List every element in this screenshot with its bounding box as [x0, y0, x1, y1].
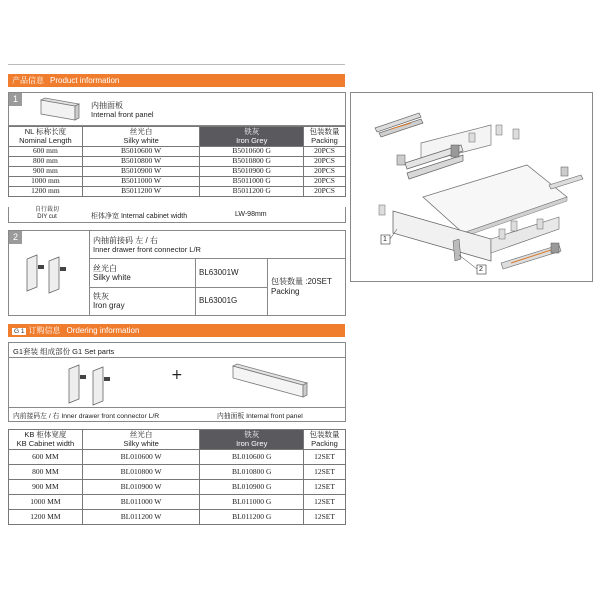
- col-silky-white: 丝光白 Silky white: [82, 127, 200, 147]
- diy-row: [8, 207, 346, 223]
- table-row: 600 mm B5010600 W B5010600 G 20PCS: [9, 147, 346, 157]
- connector-title-en: Inner drawer front connector L/R: [93, 245, 201, 254]
- connector-white-label: 丝光白 Silky white: [93, 264, 131, 282]
- diagram-label-1: 1: [383, 236, 387, 243]
- panel-title-zh: 内抽面板: [91, 101, 123, 110]
- table-row: 800 MM BL010800 W BL010800 G 12SET: [9, 465, 346, 480]
- connector-grey-code: BL63001G: [199, 296, 238, 305]
- ordering-info-bar: [8, 324, 345, 337]
- connector-number: 2: [9, 231, 22, 244]
- product-info-zh: 产品信息: [12, 76, 44, 85]
- table-row: 900 MM BL010900 W BL010900 G 12SET: [9, 480, 346, 495]
- ordering-en: Ordering information: [66, 326, 140, 335]
- table-row: 1000 MM BL011000 W BL011000 G 12SET: [9, 495, 346, 510]
- ordering-zh: 订购信息: [28, 326, 61, 335]
- cabinet-width-label: 柜体净宽 Internal cabinet width: [91, 213, 188, 220]
- col-iron-grey: 铁灰 Iron Grey: [200, 127, 304, 147]
- table-row: 900 mm B5010900 W B5010900 G 20PCS: [9, 167, 346, 177]
- col-cabinet-width: KB 柜体宽度 KB Cabinet width: [9, 430, 83, 450]
- col-silky-white: 丝光白 Silky white: [82, 430, 200, 450]
- col-packing: 包装数量 Packing: [304, 430, 346, 450]
- set-parts-title: G1套装 组成部份 G1 Set parts: [13, 347, 115, 356]
- set-left-caption: 内前接码左 / 右 Inner drawer front connector L/R: [13, 413, 160, 420]
- connector-packing: 包装数量 :20SET Packing: [271, 277, 332, 296]
- product-info-bar: [8, 74, 345, 87]
- panel-header-box: [8, 92, 346, 126]
- front-panel-icon: [39, 97, 81, 123]
- col-iron-grey: 铁灰 Iron Grey: [200, 430, 304, 450]
- col-packing: 包装数量 Packing: [304, 127, 346, 147]
- connector-title-zh: 内抽前接码 左 / 右: [93, 236, 158, 245]
- plus-sign: +: [171, 367, 183, 383]
- connector-grey-label: 铁灰 Iron gray: [93, 292, 125, 310]
- table-row: 800 mm B5010800 W B5010800 G 20PCS: [9, 157, 346, 167]
- drawer-assembly-illustration: [351, 93, 592, 281]
- panel-table: [8, 126, 346, 197]
- table-row: 600 MM BL010600 W BL010600 G 12SET: [9, 450, 346, 465]
- table-row: 1200 MM BL011200 W BL011200 G 12SET: [9, 510, 346, 525]
- product-info-en: Product information: [50, 76, 120, 85]
- table-row: 1000 mm B5011000 W B5011000 G 20PCS: [9, 177, 346, 187]
- set-parts-box: [8, 342, 346, 422]
- diy-cut-label: 自行裁切 DIY cut: [35, 207, 60, 220]
- assembly-diagram: [350, 92, 593, 282]
- panel-title-en: Internal front panel: [91, 110, 154, 119]
- diagram-label-2: 2: [479, 266, 483, 273]
- set-right-caption: 内抽面板 Internal front panel: [217, 413, 303, 420]
- set-connector-icon: [65, 363, 119, 407]
- set-front-panel-icon: [231, 363, 311, 401]
- top-rule: [8, 64, 345, 65]
- connector-icon: [23, 253, 73, 295]
- ordering-table: [8, 429, 346, 525]
- panel-number: 1: [9, 93, 22, 106]
- ordering-tag: G 1: [14, 328, 25, 335]
- col-length: NL 标称长度 Nominal Length: [9, 127, 83, 147]
- lw-value: LW-98mm: [235, 211, 267, 218]
- connector-white-code: BL63001W: [199, 268, 239, 277]
- table-row: 1200 mm B5011200 W B5011200 G 20PCS: [9, 187, 346, 197]
- connector-box: [8, 230, 346, 316]
